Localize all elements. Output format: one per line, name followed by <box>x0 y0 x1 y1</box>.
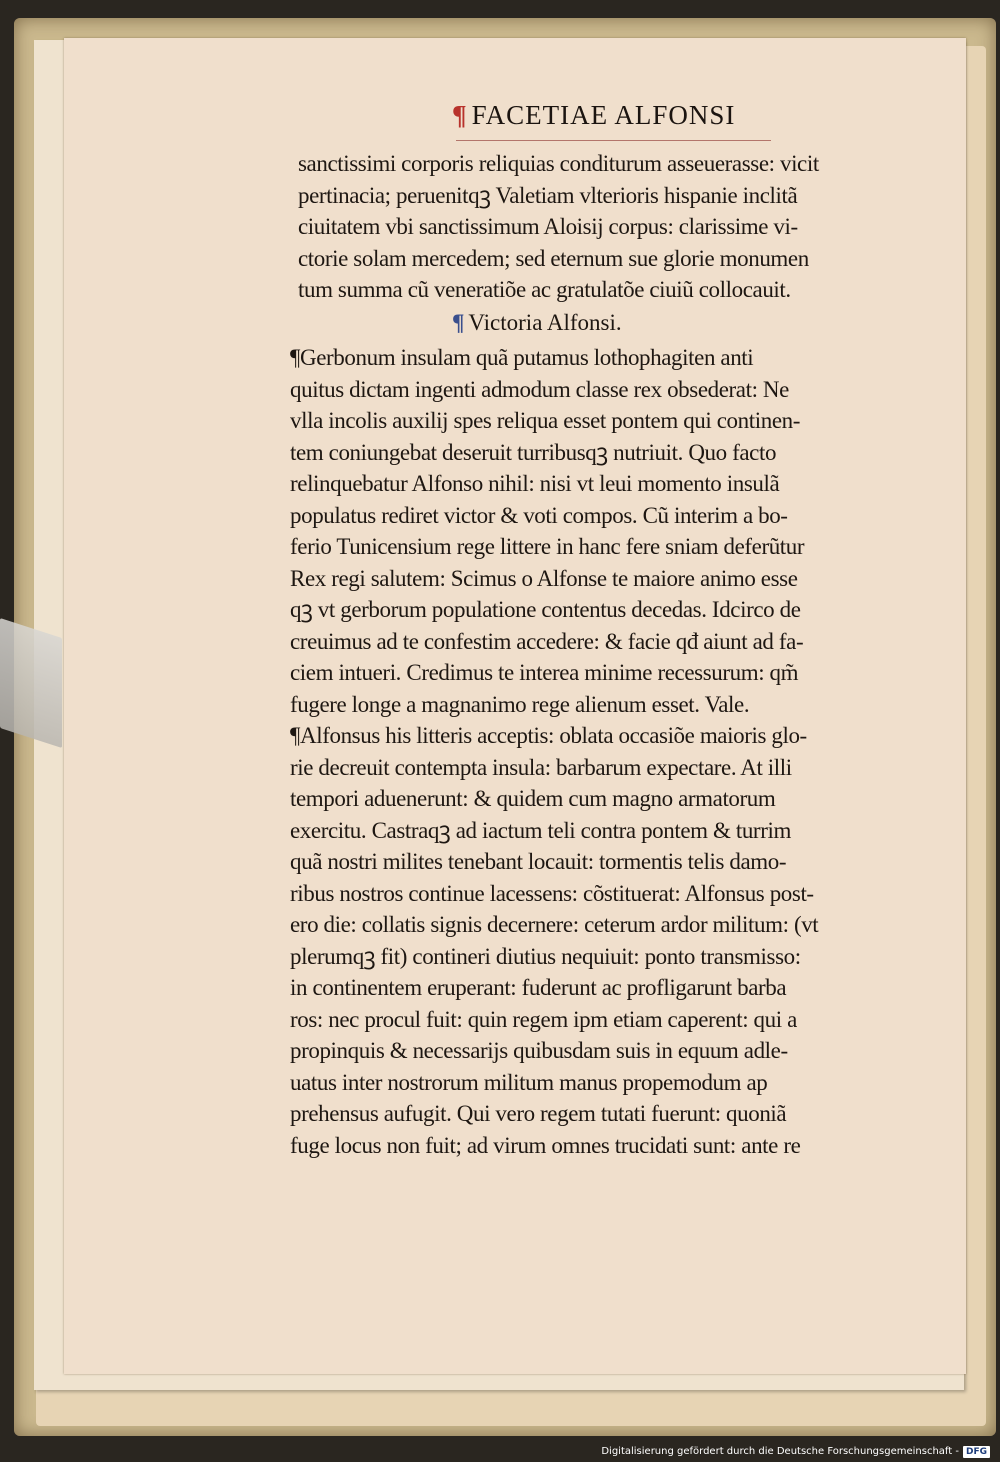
text-line: quitus dictam ingenti admodum classe rex obsederat: Ne <box>290 376 789 402</box>
text-line: Rex regi salutem: Scimus o Alfonse te maiore animo esse <box>290 565 798 591</box>
text-line: ero die: collatis signis decernere: ceterum ardor militum: (vt <box>290 912 819 937</box>
text-line: exercitu. Castraqꝫ ad iactum teli contra pontem & turrim <box>290 817 791 843</box>
text-line: ciuitatem vbi sanctissimum Aloisij corpus: clarissime vi- <box>298 214 798 239</box>
text-line: in continentem eruperant: fuderunt ac profligarunt barba <box>290 975 787 1000</box>
running-header <box>452 100 735 131</box>
text-line: vlla incolis auxilij spes reliqua esset pontem qui continen- <box>290 408 800 433</box>
credit-text: Digitalisierung gefördert durch die Deutsche Forschungsgemeinschaft - <box>601 1446 959 1457</box>
text-line: tem coniungebat deseruit turribusqꝫ nutriuit. Quo facto <box>290 439 777 465</box>
text-line: ¶Gerbonum insulam quã putamus lothophagiten anti <box>290 345 754 370</box>
section-heading-title: Victoria Alfonsi. <box>468 310 622 335</box>
page-marker-strip <box>0 618 62 748</box>
text-block-1 <box>298 148 898 306</box>
text-line: pertinacia; peruenitqꝫ Valetiam vlterioris hispanie inclitã <box>298 182 798 208</box>
running-header-title: FACETIAE ALFONSI <box>471 100 736 130</box>
text-line: ribus nostros continue lacessens: cõstituerat: Alfonsus post- <box>290 880 814 906</box>
pilcrow-mark: ¶ <box>452 310 465 335</box>
text-line: ferio Tunicensium rege littere in hanc fere sniam deferũtur <box>290 534 805 559</box>
text-line: quã nostri milites tenebant locauit: tormentis telis damo- <box>290 849 787 874</box>
text-block-2 <box>290 342 890 1161</box>
text-line: ¶Alfonsus his litteris acceptis: oblata occasiõe maioris glo- <box>290 723 807 748</box>
text-line: tempori aduenerunt: & quidem cum magno armatorum <box>290 786 776 811</box>
header-rule <box>456 140 771 141</box>
section-heading <box>452 310 622 336</box>
pilcrow-mark: ¶ <box>452 100 468 130</box>
text-line: plerumqꝫ fit) contineri diutius nequiuit: ponto transmisso: <box>290 943 801 969</box>
text-line: rie decreuit contempta insula: barbarum expectare. At illi <box>290 754 792 780</box>
text-line: uatus inter nostrorum militum manus propemodum ap <box>290 1069 768 1095</box>
text-line: fugere longe a magnanimo rege alienum esset. Vale. <box>290 691 750 717</box>
text-line: propinquis & necessarijs quibusdam suis in equum adle- <box>290 1038 788 1063</box>
text-line: ciem intueri. Credimus te interea minime recessurum: qm̃ <box>290 660 799 685</box>
text-line: sanctissimi corporis reliquias conditurum asseuerasse: vicit <box>298 151 819 176</box>
text-line: ros: nec procul fuit: quin regem ipm etiam caperent: qui a <box>290 1006 797 1032</box>
text-line: relinquebatur Alfonso nihil: nisi vt leui momento insulã <box>290 471 780 496</box>
text-line: tum summa cũ veneratiõe ac gratulatõe ciuiũ collocauit. <box>298 277 791 302</box>
text-line: prehensus aufugit. Qui vero regem tutati fuerunt: quoniã <box>290 1101 787 1126</box>
text-line: fuge locus non fuit; ad virum omnes trucidati sunt: ante re <box>290 1132 801 1158</box>
text-line: creuimus ad te confestim accedere: & facie qđ aiunt ad fa- <box>290 628 804 654</box>
digitization-credit <box>601 1446 990 1458</box>
dfg-logo-icon: DFG <box>963 1446 990 1458</box>
text-line: populatus rediret victor & voti compos. Cũ interim a bo- <box>290 502 788 528</box>
text-line: ctorie solam mercedem; sed eternum sue glorie monumen <box>298 245 809 271</box>
text-line: qꝫ vt gerborum populatione contentus decedas. Idcirco de <box>290 597 801 622</box>
